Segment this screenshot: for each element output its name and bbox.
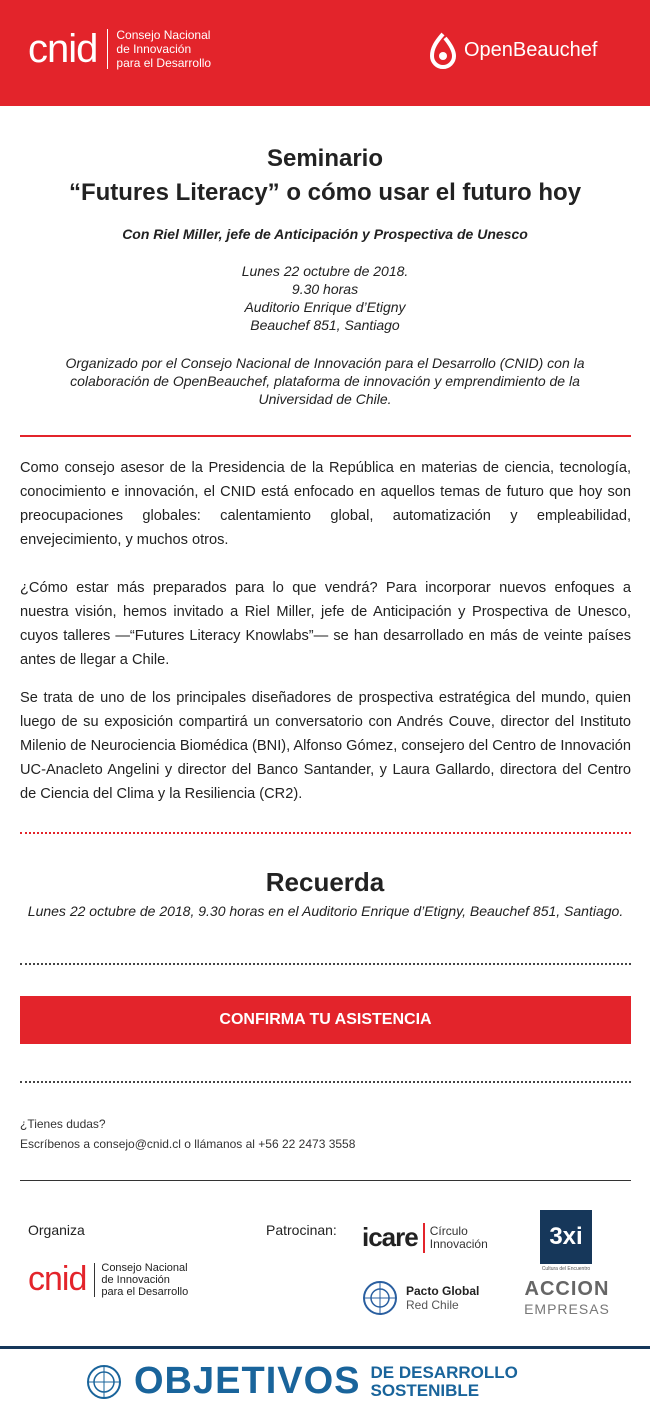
event-subtitle: Con Riel Miller, jefe de Anticipación y Prospectiva de Unesco <box>122 226 528 242</box>
dotted-divider <box>20 963 631 965</box>
contact-question: ¿Tienes dudas? <box>20 1117 106 1131</box>
cnid-footer-tagline-line1: Consejo Nacional <box>101 1261 188 1274</box>
pacto-global-text <box>406 1284 479 1312</box>
cnid-tagline-line2: de Innovación <box>116 42 192 56</box>
header-banner <box>0 0 650 106</box>
openbeauchef-wordmark: OpenBeauchef <box>464 38 598 61</box>
contact-block <box>20 1114 355 1154</box>
un-emblem-icon <box>84 1362 124 1402</box>
event-title <box>0 142 650 210</box>
icare-wordmark: icare <box>362 1222 418 1252</box>
footer-band-rule <box>0 1346 650 1349</box>
cnid-tagline-line1: Consejo Nacional <box>116 28 211 42</box>
organizer-note: Organizado por el Consejo Nacional de Innovación para el Desarrollo (CNID) con la colaboración de OpenBeauchef, plataforma de innovación y emprendimiento de la Universidad de Chile. <box>65 355 585 407</box>
sdg-subtitle <box>371 1364 518 1400</box>
icare-sub-line2: Innovación <box>429 1236 488 1251</box>
cnid-footer-logo[interactable] <box>28 1260 188 1299</box>
confirm-attendance-button[interactable]: CONFIRMA TU ASISTENCIA <box>20 996 631 1044</box>
event-venue: Auditorio Enrique d’Etigny <box>244 299 406 315</box>
accion-wordmark: ACCION <box>524 1278 610 1300</box>
icare-divider <box>423 1223 425 1253</box>
cnid-footer-tagline <box>101 1262 188 1298</box>
cnid-divider <box>107 29 108 69</box>
empresas-wordmark: EMPRESAS <box>524 1301 610 1317</box>
icare-sub-line1: Círculo <box>429 1223 468 1238</box>
contact-line[interactable]: Escríbenos a consejo@cnid.cl o llámanos al +56 22 2473 3558 <box>20 1137 356 1151</box>
pacto-global-line1: Pacto Global <box>406 1284 480 1298</box>
3xi-tagline: Cultura del Encuentro <box>541 1266 591 1272</box>
3xi-logo[interactable] <box>540 1210 592 1264</box>
cnid-footer-divider <box>94 1263 95 1297</box>
footer-divider <box>20 1180 631 1181</box>
body-paragraph-1: Como consejo asesor de la Presidencia de la República en materias de ciencia, tecnología, conocimiento e innovación, el CNID está enfocado en aquellos temas de futuro que hoy son preocupaciones globales: calentamiento global, automatización y empleabilidad, envejecimiento, y muchos otros. <box>20 460 631 548</box>
cnid-footer-tagline-line2: de Innovación <box>101 1273 170 1286</box>
pacto-global-line2: Red Chile <box>406 1298 459 1312</box>
sdg-banner[interactable] <box>84 1360 518 1403</box>
dotted-divider <box>20 1081 631 1083</box>
section-divider <box>20 435 631 437</box>
event-title-line1: Seminario <box>266 145 384 172</box>
icare-sub <box>430 1225 488 1251</box>
dotted-divider <box>20 832 631 834</box>
sdg-subtitle-line2: SOSTENIBLE <box>370 1380 480 1400</box>
body-paragraph-2: ¿Cómo estar más preparados para lo que vendrá? Para incorporar nuevos enfoques a nuestra visión, hemos invitado a Riel Miller, jefe de Anticipación y Prospectiva de Unesco, cuyos talleres —“Futures Literacy Knowlabs”— se han desarrollado en más de veinte países antes de llegar a Chile. <box>20 580 631 668</box>
event-date: Lunes 22 octubre de 2018. <box>241 263 409 279</box>
pacto-global-logo[interactable] <box>362 1280 479 1316</box>
event-details <box>0 262 650 334</box>
cnid-footer-wordmark: cnid <box>28 1260 87 1298</box>
remember-title: Recuerda <box>265 867 385 897</box>
event-address: Beauchef 851, Santiago <box>250 317 400 333</box>
accion-empresas-logo[interactable] <box>520 1278 614 1317</box>
icare-logo[interactable] <box>362 1222 488 1253</box>
cnid-tagline-line3: para el Desarrollo <box>116 56 212 70</box>
3xi-wordmark: 3xi <box>549 1223 583 1250</box>
openbeauchef-icon <box>428 30 458 70</box>
cnid-footer-tagline-line3: para el Desarrollo <box>101 1285 189 1298</box>
body-paragraph-3: Se trata de uno de los principales diseñadores de prospectiva estratégica del mundo, quien luego de su exposición compartirá un conversatorio con Andrés Couve, director del Instituto Milenio de Neurociencia Biomédica (BNI), Alfonso Gómez, consejero del Centro de Innovación UC-Anacleto Angelini y director del Banco Santander, y Laura Gallardo, directora del Centro de Ciencia del Clima y la Resiliencia (CR2). <box>20 690 631 802</box>
event-time: 9.30 horas <box>291 281 359 297</box>
cnid-logo[interactable] <box>28 28 211 70</box>
patrocinan-label: Patrocinan: <box>266 1222 337 1238</box>
openbeauchef-logo[interactable] <box>428 30 597 70</box>
sdg-subtitle-line1: DE DESARROLLO <box>370 1362 518 1382</box>
organiza-label: Organiza <box>28 1222 85 1238</box>
cnid-wordmark: cnid <box>28 27 98 71</box>
un-globe-icon <box>362 1280 398 1316</box>
cnid-tagline <box>116 28 211 70</box>
event-title-line2: “Futures Literacy” o cómo usar el futuro hoy <box>68 179 582 206</box>
sdg-objetivos-text: OBJETIVOS <box>134 1360 361 1402</box>
remember-text: Lunes 22 octubre de 2018, 9.30 horas en el Auditorio Enrique d’Etigny, Beauchef 851, Santiago. <box>27 903 624 919</box>
